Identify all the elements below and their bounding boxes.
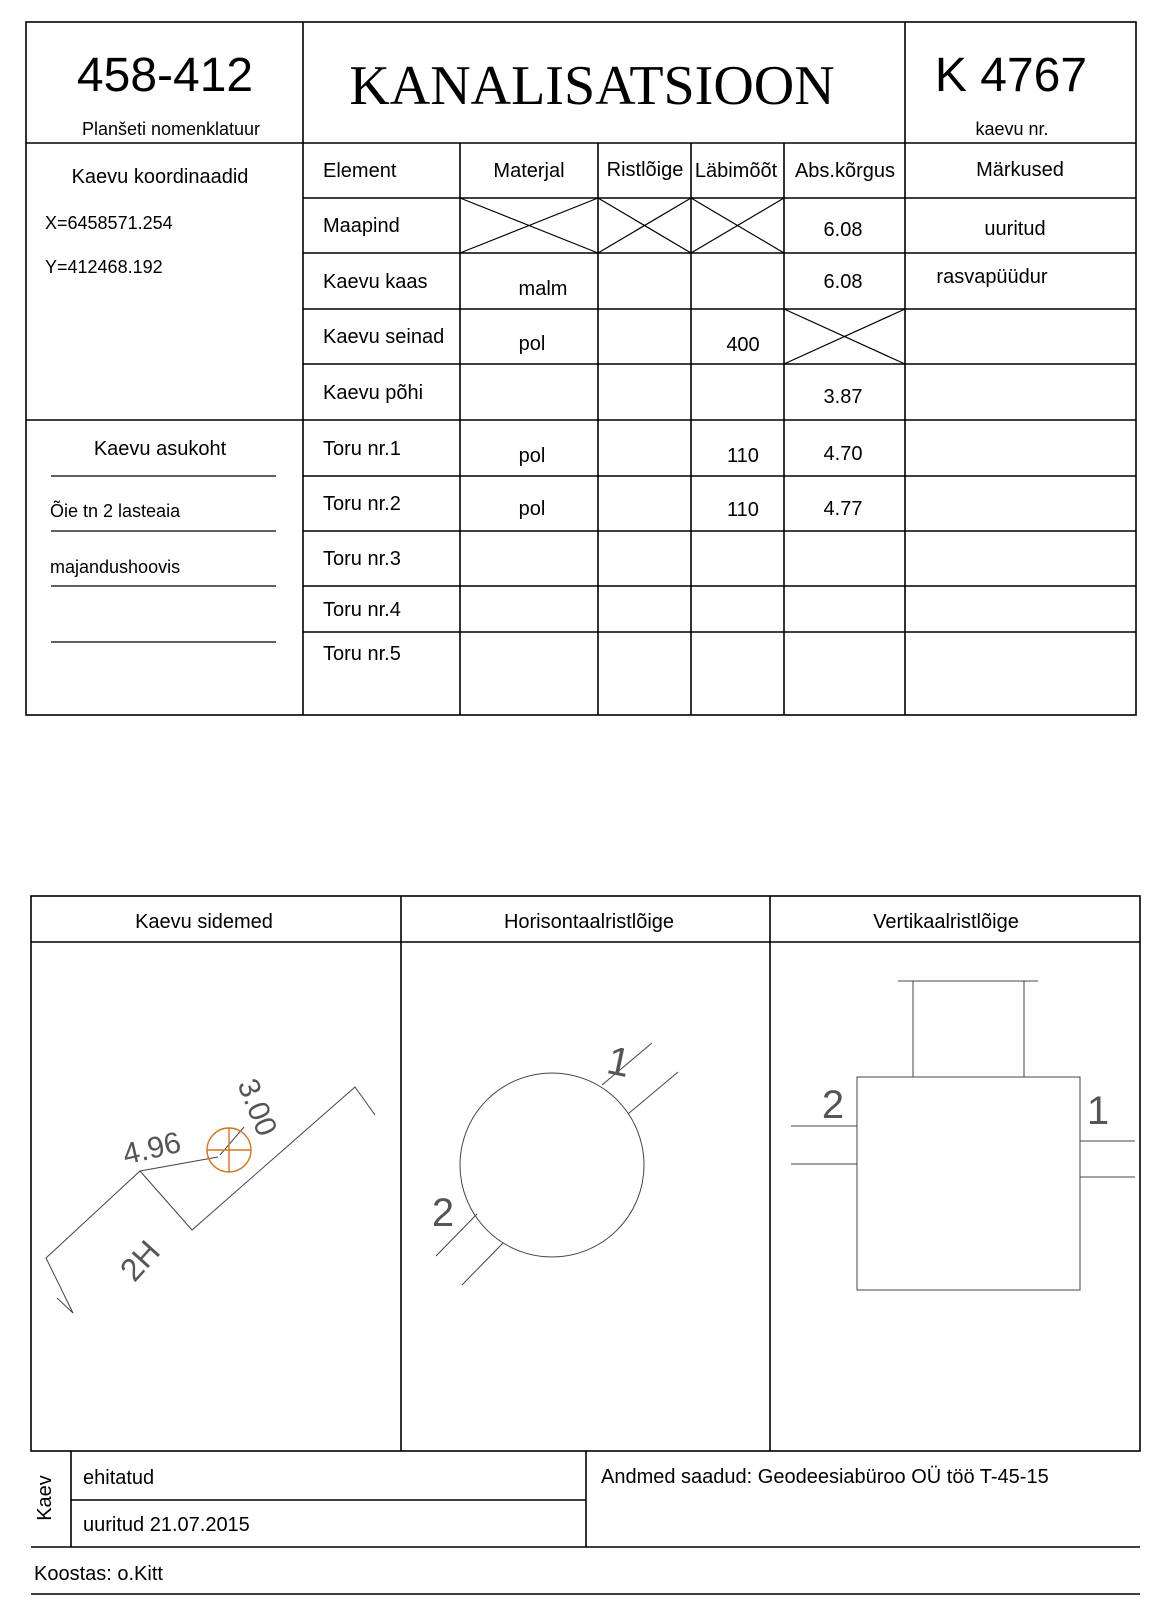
side-label: Kaev (34, 1475, 56, 1521)
building-label: 2H (112, 1233, 167, 1288)
nomenclature-value: 458-412 (76, 49, 254, 102)
row-element-cell: Toru nr.4 (323, 599, 401, 621)
row-height-cell: 6.08 (823, 219, 863, 241)
ties-sketch (46, 1074, 375, 1313)
well-number-value: K 4767 (934, 49, 1088, 102)
drawings-border (31, 896, 1140, 1451)
surveyed-date: uuritud 21.07.2015 (83, 1514, 250, 1536)
row-element-cell: Toru nr.1 (323, 438, 401, 460)
column-header-material: Materjal (493, 160, 565, 182)
row-height-cell: 6.08 (823, 271, 863, 293)
column-header-diameter: Läbimõõt (694, 160, 778, 182)
data-source: Andmed saadud: Geodeesiabüroo OÜ töö T-45-15 (601, 1466, 1049, 1488)
tie-dimension-2: 3.00 (230, 1074, 284, 1141)
well-body (857, 1077, 1080, 1290)
location-line-2: majandushoovis (50, 557, 181, 577)
page-title: KANALISATSIOON (349, 55, 835, 117)
well-number-label: kaevu nr. (975, 119, 1049, 139)
row-element-cell: Toru nr.5 (323, 643, 401, 665)
row-height-cell: 4.77 (823, 498, 863, 520)
nomenclature-label: Planšeti nomenklatuur (81, 119, 261, 139)
well-drawings-card (31, 896, 1140, 1594)
tie-dimension-1: 4.96 (119, 1126, 185, 1172)
row-element-cell: Kaevu kaas (323, 271, 428, 293)
row-height-cell: 3.87 (823, 386, 863, 408)
pipe-label-2: 2 (431, 1191, 455, 1235)
vertical-section-title: Vertikaalristlõige (873, 911, 1019, 933)
vertical-section-sketch (791, 981, 1135, 1290)
author: Koostas: o.Kitt (34, 1563, 163, 1585)
column-header-height: Abs.kõrgus (794, 160, 896, 182)
row-element-cell: Toru nr.3 (323, 548, 401, 570)
row-diameter-cell: 110 (727, 499, 759, 521)
pipe-label-1: 1 (603, 1038, 635, 1087)
row-diameter-cell: 400 (726, 334, 760, 356)
row-material-cell: malm (518, 278, 568, 300)
ties-title: Kaevu sidemed (135, 911, 273, 933)
row-material-cell: pol (518, 333, 546, 355)
coordinates-label: Kaevu koordinaadid (71, 166, 249, 188)
column-header-section: Ristlõige (606, 159, 684, 181)
well-position-marker (207, 1128, 251, 1172)
coordinate-y: Y=412468.192 (45, 257, 163, 277)
row-material-cell: pol (518, 498, 546, 520)
pipe-label-2: 2 (821, 1083, 845, 1127)
row-element-cell: Maapind (323, 215, 400, 237)
row-height-cell: 4.70 (823, 443, 863, 465)
row-material-cell: pol (518, 445, 546, 467)
pipe-label-1: 1 (1086, 1089, 1110, 1133)
column-header-notes: Märkused (976, 159, 1064, 181)
row-element-cell: Toru nr.2 (323, 493, 401, 515)
built-status: ehitatud (83, 1467, 155, 1489)
footer (31, 1451, 1140, 1594)
row-notes-cell: rasvapüüdur (936, 266, 1048, 288)
horizontal-section-title: Horisontaalristlõige (503, 911, 675, 933)
row-diameter-cell: 110 (727, 445, 759, 467)
location-label: Kaevu asukoht (93, 438, 227, 460)
row-notes-cell: uuritud (984, 218, 1046, 240)
row-element-cell: Kaevu põhi (323, 382, 424, 404)
column-header-element: Element (323, 160, 397, 182)
horizontal-section-sketch (432, 1038, 678, 1285)
location-line-1: Õie tn 2 lasteaia (50, 501, 181, 521)
coordinate-x: X=6458571.254 (45, 213, 173, 233)
row-element-cell: Kaevu seinad (323, 326, 445, 348)
well-circle (460, 1073, 644, 1257)
well-info-card (26, 22, 1136, 715)
